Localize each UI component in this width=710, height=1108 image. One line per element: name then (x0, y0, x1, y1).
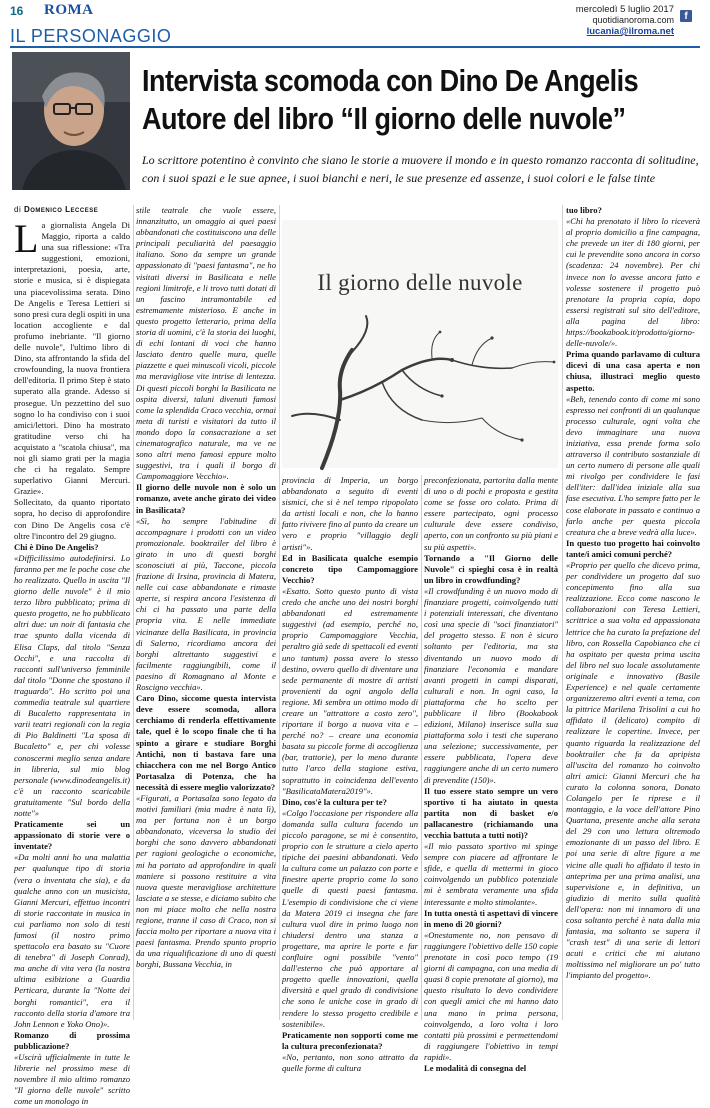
intro-paragraph: La giornalista Angela Di Maggio, riporta a caldo una sua riflessione: «Tra suggestioni, emozioni, interpretazioni, poesia, arte, storie e musica, si è dispiegata una piacevolissima serata. Dino De Angelis e Teresa Lettieri si sono presi cura degli ospiti in una location accogliente e dal profumo inebriante. "Il giorno delle nuvole", l'ultimo libro di Dino, sta affrontando la sfida del crowfounding, la nuova frontiera dell'editoria. Il primo Step è stato superato alla grande. Adesso si prosegue. Un pezzettino del suo sogno lo ha condiviso con i suoi amici/lettori. Dino ha mostrato gratitudine verso chi ha acquistato a "scatola chiusa", ma noi gli siamo grati per la magia che ci ha regalato. Sempre superlativo Gianni Mercuri. Grazie». (14, 216, 130, 497)
article-column-1 (14, 216, 130, 1107)
question: Le modalità di consegna del (424, 1062, 527, 1073)
facebook-icon: f (680, 10, 692, 22)
question: Chi è Dino De Angelis? (14, 541, 99, 552)
question: Ed in Basilicata qualche esempio concreto tipo Campomaggiore Vecchio? (282, 552, 418, 585)
question: Romanzo di prossima pubblicazione? (14, 1029, 130, 1051)
headline (142, 62, 702, 138)
question: Il giorno delle nuvole non è solo un romanzo, avete anche girato dei video in Basilicata? (136, 482, 276, 515)
answer: «Onestamente no, non pensavo di raggiungere l'obiettivo delle 150 copie prenotate in così poco tempo (19 giorni di campagna, con una media di quasi 8 copie prenotate al giorno), ma questo risultato lo devo condividere con quegli amici che mi hanno dato una mano in prima persona, coinvolgendo, a loro volta i loro contatti più prossimi e permettendomi di raggiungere l'obiettivo in tempi rapidi». (424, 929, 558, 1062)
answer: «Sì, ho sempre l'abitudine di accompagnare i prodotti con un video promozionale. booktrailer del libro è girato in uno di questi borghi sconosciuti ai più, Taccone, piccola frazione di Irsina, provincia di Matera, nelle cui case abbandonate e rimaste aperte, si respira ancora l'esistenza di chi ci ha passato una parte della propria vita. E nelle immediate vicinanze della Basilicata, in provincia di Salerno, ricordiamo ancora dei borghi altrettanto suggestivi e facilmente raggiungibili, come il paesino di Romagnano al Monte e Roscigno vecchia». (136, 515, 276, 693)
answer: «Chi ha prenotato il libro lo riceverà al proprio domicilio a fine campagna, che prevede un iter di 180 giorni, per cui le prevendite sono ancora in corso (scadenza: 24 novembre). Per chi invece non lo avesse ancora fatto e volesse sostenere il progetto può prenotare la propria copia, dopo essersi registrati sul sito dell'editore, alla pagina del libro: https://bookabook.it/prodotto/giorno-delle-nuvole/». (566, 216, 700, 349)
page-number: 16 (10, 4, 24, 18)
column-divider (279, 205, 280, 1020)
answer: «Figurati, a Portasalza sono legato da motivi familiari (mia madre è nata lì), ma per fortuna non è un borgo abbandonato, viceversa lo studio dei borghi che sono davvero abbandonati per ragioni geologiche o economiche, mi ha portato ad approfondire in quali maniere si possono restituire a vita nuova queste meravigliose architetture lasciate a se stesse, e diciamo subito che non mi piace molto che nella nostra regione, tranne il caso di Craco, non si faccia molto per riportare a nuova vita i paesi fantasma. Prendo spunto proprio da una riqualificazione di uno di questi borghi, Bussana Vecchia, in (136, 792, 276, 970)
answer: «No, pertanto, non sono attratto da quelle forme di cultura (282, 1051, 418, 1073)
answer: «Esatto. Sotto questo punto di vista credo che anche uno dei nostri borghi abbandonati ed estremamente suggestivi (ad esempio, perché no, proprio Campomaggiore Vecchia, peraltro già sede di spettacoli ed eventi uno tantum) possa avere lo stesso destino, ovvero quello di diventare una sede permanente di mostre di artisti provenienti da ogni angolo della regione. Mi sembra un ottimo modo di creare un "attrattore a costo zero", riportare il borgo a nuova vita e – perché no? – creare una economia basata su piccole forme di accoglienza (bar, trattorie), per lo meno durante tutto l'arco della stagione estiva, soprattutto in coincidenza dell'evento "BasilicataMatera2019"». (282, 585, 418, 796)
question: Praticamente non sopporti come me la cultura preconfezionata? (282, 1029, 418, 1051)
article-column-5 (566, 205, 700, 1020)
date-block (576, 4, 674, 37)
answer: «Da molti anni ho una malattia per qualunque tipo di storia (vera o inventata che sia), e da qualche anno con un musicista, Gianni Mercuri, effettuo incontri di storie raccontate in musica in cui parliamo non solo di testi famosi (il nostro primo spettacolo era basato su "Cuore di tenebra" di Joseph Conrad), ma anche di vita vera (la nostra ultima esibizione a Guardia Perticara, durante la "Notte dei borghi romantici", era il racconto della storia d'amore tra John Lennon e Yoko Ono)». (14, 852, 130, 1029)
headline-line-1: Intervista scomoda con Dino De Angelis (142, 64, 639, 98)
answer: «Il crowdfunding è un nuovo modo di finanziare progetti, coinvolgendo tutti i potenziali interessati, che diventano così una specie di "soci finanziatori" del progetto stesso. E non è sicuro soltanto per l'editoria, ma sta diventando un nuovo modo di finanziare l'economia e mandare avanti progetti in campi disparati, culturali e non. In ogni caso, la piattaforma che ho scelto per pubblicare il libro (Bookabook edizioni, Milano) inserisce sulla sua piattaforma solo i testi che superano una selezione; successivamente, per essere pubblicata, l'opera deve raggiungere anche di un certo numero di prevendite (150)». (424, 585, 558, 785)
question: In questo tuo progetto hai coinvolto tante/i amici comuni perché? (566, 537, 700, 559)
byline (14, 205, 98, 214)
question: Praticamente sei un appassionato di storie vere o inventate? (14, 819, 130, 852)
answer: «Il mio passato sportivo mi spinge sempre con piacere ad affrontare le sfide, e quella di mettermi in gioco coinvolgendo un pubblico potenziale mi è sembrata veramente una sfida interessante e molto stimolante». (424, 841, 558, 907)
byline-author: Domenico Leccese (23, 205, 99, 214)
column-divider (562, 205, 563, 1020)
article-column-2 (136, 205, 276, 1020)
section-rule (10, 46, 700, 48)
answer: «Colgo l'occasione per rispondere alla domanda sulla cultura facendo un piccolo paragone, se mi è consentito, proprio con le strutture a cielo aperto tipiche dei paesini abbandonati. Vedo la cultura come un palazzo con porte e finestre aperte proprio come lo sono quelle di questi paesi fantasma. L'esempio di condivisione che ci viene da Matera 2019 ci insegna che fare cultura vuol dire in primo luogo non chiudersi dentro una stanza a progettare, ma aprire le porte e far confluire ogni possibile "vento" dall'esterno che può apportare al progetto quelle innovazioni, quella diversità e quel grado di condivisione che sono le uniche cose in grado di rendere lo stesso progetto credibile e sostenibile». (282, 807, 418, 1029)
question: Il tuo essere stato sempre un vero sportivo ti ha aiutato in questa partita non di basket e/o pallacanestro (richiamando una vecchia battuta a tutti noti)? (424, 785, 558, 840)
article-column-3 (282, 475, 418, 1073)
question: Caro Dino, siccome questa intervista deve essere scomoda, allora cerchiamo di renderla effettivamente tale, quel è lo scopo finale che ti ha spinto a girare e studiare Borghi Antichi, non ti bastava fare una chiacchera con me nel Borgo Antico Portasalza di Potenza, che ha necessità di essere meglio valorizzato? (136, 693, 276, 792)
answer: provincia di Imperia, un borgo abbandonato a seguito di eventi sismici, che si è nel tempo ripopolato da artisti locali e non, che lo hanno fatto rivivere fino al punto da creare un vero e proprio "villaggio degli artisti"». (282, 475, 418, 552)
question: Tornando a "Il Giorno delle Nuvole" ci spieghi cosa è in realtà un libro in crowdfunding? (424, 552, 558, 585)
question: In tutta onestà ti aspettavi di vincere in meno di 20 giorni? (424, 907, 558, 929)
author-portrait-icon (12, 52, 130, 190)
contact-email: lucania@ilroma.net (586, 26, 674, 37)
bare-branches-icon (282, 220, 558, 468)
answer: «Proprio per quello che dicevo prima, per condividere un progetto dal suo concepimento fino alla sua realizzazione. Ecco come nascono le collaborazioni con Teresa Lettieri, scrittrice a sua volta ed appassionata lettrice che ha curato la prefazione del libro, con Rossella Capobianco che ci ha ospitato per questa prima uscita del libro nel suo locale assolutamente originale e innovativo (Basile Experience) e nel quale certamente organizzeremo altri eventi a tema, con la pittrice Marilena Trisolini a cui ho affidato il (delicato) compito di realizzare le copertine. Invece, per quanto riguarda la realizzazione del booktrailer che fa da apripista all'uscita del romanzo ho coinvolto altri amici: Gianni Mercuri che ha curato la colonna sonora, Donato Colangelo per le riprese e il montaggio, e la voce dell'attore Pino Quartana, presente anche alla serata del 29 con uno lettura oltremodo emozionante di un passo del libro. E poi una serie di altre figure a me vicine alle quali ho affidato il testo in anteprima per una prima analisi, una supervisione e, in definitiva, un giudizio di merito sulla qualità dell'opera: non mi innamoro di una cosa soltanto perché è nata dalla mia fantasia, ma soltanto se supera il "crash test" di una serie di lettori acuti e critici che mi aiutano moltissimo nel migliorare un po' tutto l'impianto del progetto». (566, 560, 700, 981)
column-divider (133, 205, 134, 1020)
question: Prima quando parlavamo di cultura dicevi di una casa aperta e non chiusa, illustraci meglio questo aspetto. (566, 349, 700, 393)
book-title: Il giorno delle nuvole (317, 270, 523, 295)
book-cover-image (282, 220, 558, 468)
standfirst: Lo scrittore potentino è convinto che siano le storie a muovere il mondo e in questo romanzo racconta di solitudine, con i suoi spazi e le sue apnee, i suoi bianchi e neri, le sue presenze ed assenze, i suoi colori e le false tinte (142, 153, 699, 185)
column-divider (421, 475, 422, 1020)
answer: «Difficilissimo autodefinirsi. Lo faranno per me le poche cose che ho realizzato. Quello in uscita "Il giorno delle nuvole" è il mio terzo libro pubblicato; prima di questo progetto, ne ho pubblicato altri due: un noir di fantasia che trae spunto dalla vicenda di Elisa Claps, dal titolo "Senza Occhi", e una raccolta di racconti sull'universo femminile dal titolo "Donne che spostano il traguardo". Ho scritto poi una commedia teatrale sul quartiere di Bucaletto rappresentata in varii teatri regionali con la regia di Pio Baldinetti "La sposa di Bucaletto" e, per chi volesse conoscermi meglio senza andare in libreria, sul mio blog personale (www.dinodeangelis.it) c'è un racconto scaricabile gratuitamente "Sul bordo della notte"» (14, 552, 130, 818)
question: tuo libro? (566, 205, 602, 215)
article-column-4 (424, 475, 558, 1073)
headline-line-2: Autore del libro “Il giorno delle nuvole” (142, 102, 626, 136)
issue-date: mercoledì 5 luglio 2017 (575, 4, 674, 15)
section-title: IL PERSONAGGIO (10, 26, 172, 46)
answer: preconfezionata, partorita dalla mente di uno o di pochi e proposta e gestita come se fosse oro colato. Prima di essere partecipato, ogni processo culturale deve essere condiviso, aperto, con un confronto su più piani e su più aspetti». (424, 475, 558, 552)
answer: «Uscirà ufficialmente in tutte le librerie nel prossimo mese di novembre il mio ultimo romanzo "Il giorno delle nuvole" scritto come un monologo in (14, 1052, 130, 1107)
site-url: quotidianoroma.com (592, 15, 674, 25)
drop-cap: L (14, 216, 39, 261)
masthead-logo: ROMA (44, 2, 94, 18)
answer: «Beh, tenendo conto di come mi sono espresso nei confronti di un qualunque processo culturale, ogni volta che devo immaginare una nuova iniziativa, essa prende forma solo attraverso il contributo sostanziale di un certo numero di persone alle quali mi rivolgo per condividere le fasi dell'iter: dall'idea iniziale alla sua fase esecutiva. L'ho sempre fatto per le cose elaborate in passato e continuo a farlo anche per questa piccola creatura che a breve vedrà alla luce». (566, 393, 700, 537)
author-photo (12, 52, 130, 190)
answer: stile teatrale che vuole essere, innanzitutto, un omaggio ai quei paesi abbandonati che costituiscono una delle principali peculiarità del paesaggio italiano. Sono da sempre un grande appassionato di "paesi fantasma", ne ho visitati diversi in Basilicata e nelle regioni limitrofe, e li trovo tutti dotati di un fascino intramontabile ed estremamente misterioso. E anche in questo progetto letterario, prima della storia di uomini, c'è la storia dei luoghi, di echi lontani di voci che hanno lasciato dentro quelle mura, quelle piazzette e quei minuscoli vicoli, piccole ma meravigliose vite intrise di lentezza. Di questi piccoli borghi la Basilicata ne ospita diversi, taluni divenuti famosi come la splendida Craco vecchia, ormai meta di turisti e visitatori da tutto il mondo dopo la consacrazione a set cinematografico naturale, ma ve ne sono altri meno famosi eppure molto suggestivi, tra i quali il borgo di Campomaggiore Vecchio». (136, 205, 276, 482)
byline-prefix: di (14, 205, 22, 214)
question: Dino, cos'è la cultura per te? (282, 796, 387, 807)
paragraph: Sollecitato, da quanto riportato sopra, ho deciso di approfondire con Dino De Angelis cosa c'è oltre l'incontro del 29 giugno. (14, 497, 130, 541)
